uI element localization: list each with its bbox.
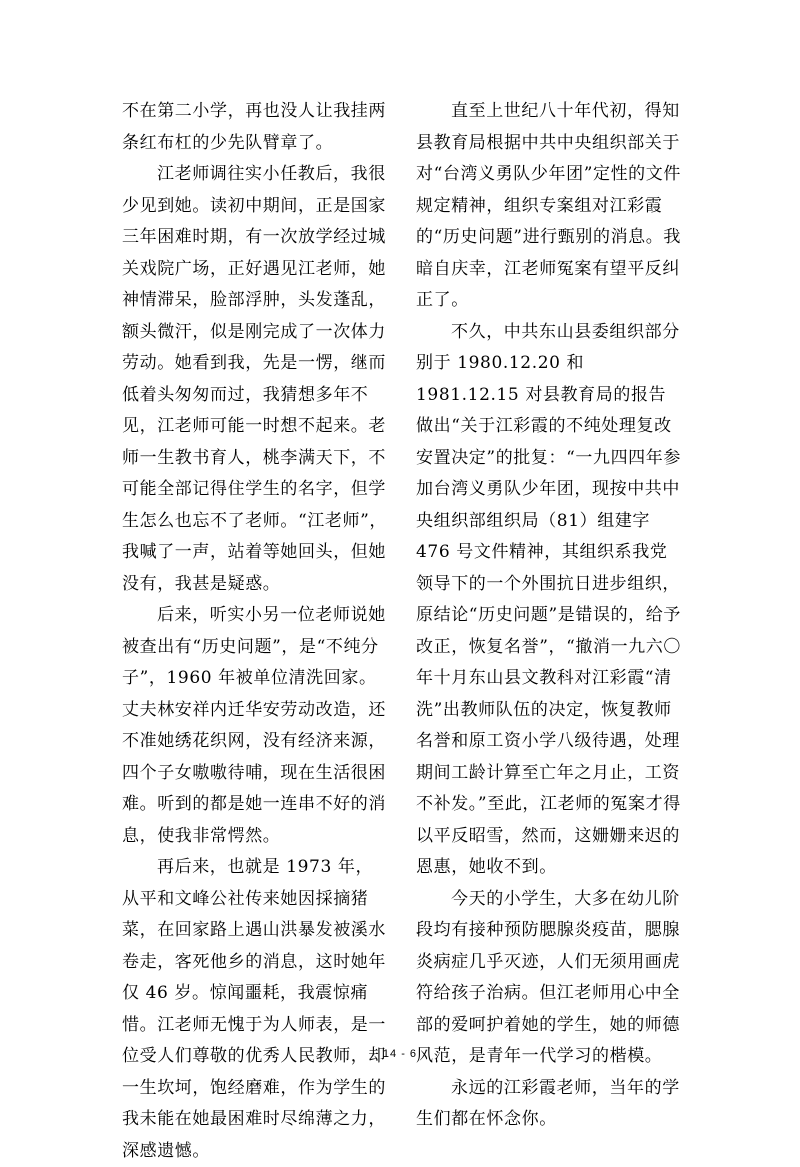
paragraph: 直至上世纪八十年代初，得知县教育局根据中共中央组织部关于对“台湾义勇队少年团”定性的文件规定精神，组织专案组对江彩霞的“历史问题”进行甄别的消息。我暗自庆幸，江老师冤案有望平反纠正了。 [416,101,681,310]
right-text-column [416,96,681,1136]
paragraph: 不在第二小学，再也没人让我挂两条红布杠的少先队臂章了。 [122,101,386,153]
paragraph: 永远的江彩霞老师，当年的学生们都在怀念你。 [416,1077,680,1129]
paragraph: 今天的小学生，大多在幼儿阶段均有接种预防腮腺炎疫苗，腮腺炎病症几乎灭迹，人们无须用画虎符给孩子治病。但江老师用心中全部的爱呵护着她的学生，她的师德风范，是青年一代学习的楷模。 [416,888,680,1066]
paragraph: 江老师调往实小任教后，我很少见到她。读初中期间，正是国家三年困难时期，有一次放学经过城关戏院广场，正好遇见江老师，她神情滞呆，脸部浮肿，头发蓬乱，额头微汗，似是刚完成了一次体力劳动。她看到我，先是一愣，继而低着头匆匆而过，我猜想多年不见，江老师可能一时想不起来。老师一生教书育人，桃李满天下，不可能全部记得住学生的名字，但学生怎么也忘不了老师。“江老师”，我喊了一声，站着等她回头，但她没有，我甚是疑惑。 [122,164,387,594]
paragraph: 再后来，也就是 1973 年，从平和文峰公社传来她因採摘猪菜，在回家路上遇山洪暴发被溪水卷走，客死他乡的消息，这时她年仅 46 岁。惊闻噩耗，我震惊痛惜。江老师无愧于为人师表，是一位受人们尊敬的优秀人民教师，却一生坎坷，饱经磨难，作为学生的我未能在她最困难时尽绵薄之力，深感遗憾。 [122,857,386,1161]
page-number: 14 - 6 [382,1048,418,1060]
paragraph: 后来，听实小另一位老师说她被查出有“历史问题”，是“不纯分子”，1960 年被单位清洗回家。丈夫林安祥内迁华安劳动改造，还不准她绣花织网，没有经济来源，四个子女嗷嗷待哺，现在生活很困难。听到的都是她一连串不好的消息，使我非常愕然。 [122,605,386,846]
left-text-column [122,96,387,1167]
paragraph: 不久，中共东山县委组织部分别于 1980.12.20 和 1981.12.15 对县教育局的报告做出“关于江彩霞的不纯处理复改安置决定”的批复：“一九四四年参加台湾义勇队少年团，现按中共中央组织部组织局（81）组建字476 号文件精神，其组织系我党领导下的一个外围抗日进步组织，原结论“历史问题”是错误的，给予改正，恢复名誉”，“撤消一九六〇年十月东山县文教科对江彩霞“清洗”出教师队伍的决定，恢复教师名誉和原工资小学八级待遇，处理期间工龄计算至亡年之月止，工资不补发。”至此，江老师的冤案才得以平反昭雪，然而，这姗姗来迟的恩惠，她收不到。 [416,321,681,877]
